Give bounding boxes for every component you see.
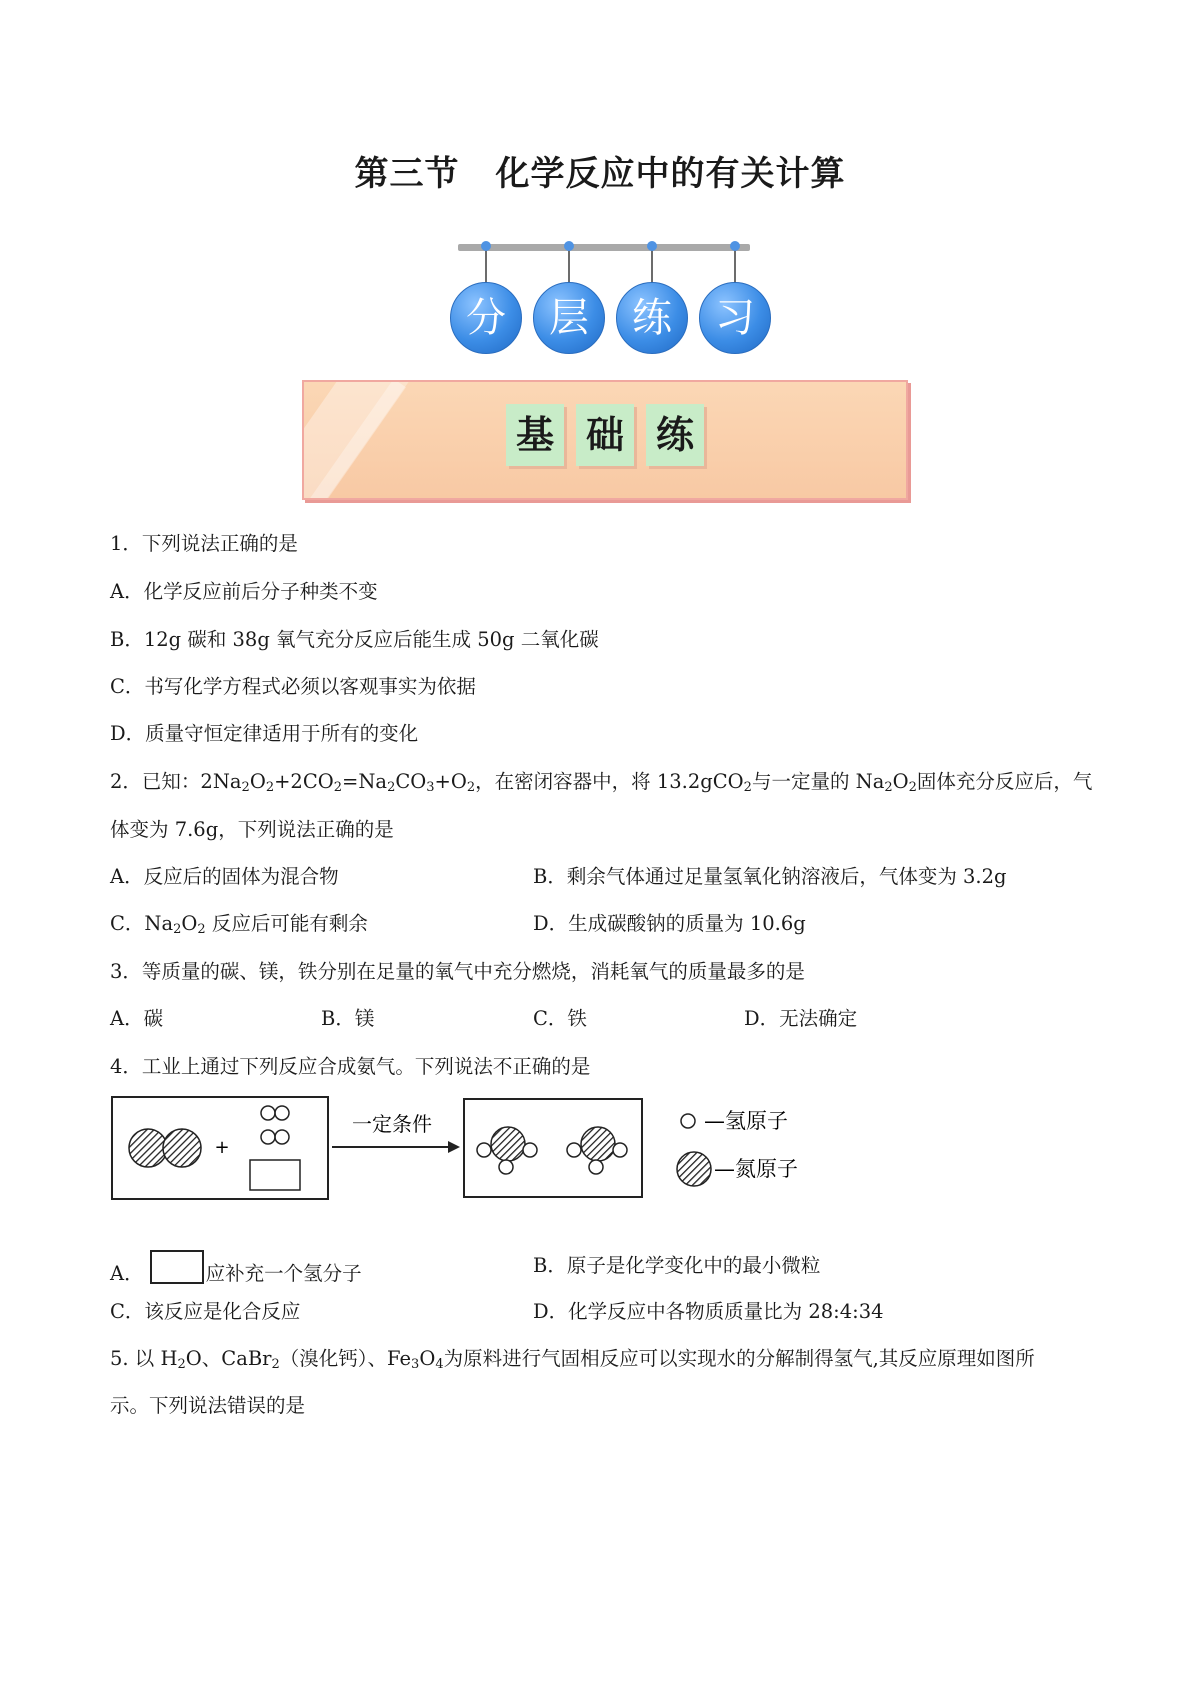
q4-option-b: B．原子是化学变化中的最小微粒 [533,1254,821,1277]
badge-1 [450,240,522,360]
legend-hydrogen-label: —氢原子 [704,1109,788,1133]
legend-hydrogen-symbol [681,1114,695,1128]
hydrogen-atom [261,1106,275,1120]
title-section: 第三节 [354,154,460,194]
reaction-condition: 一定条件 [352,1112,432,1136]
badge-4-char: 习 [699,282,771,354]
q1-option-b: B．12g 碳和 38g 氧气充分反应后能生成 50g 二氧化碳 [110,628,599,651]
q1-stem: 1．下列说法正确的是 [110,532,298,555]
blank-box-icon [150,1250,204,1284]
badge-3 [616,240,688,360]
q4-option-a: A． 应补充一个氢分子 [110,1250,362,1286]
q1-option-c: C．书写化学方程式必须以客观事实为依据 [110,675,476,698]
q4-stem: 4．工业上通过下列反应合成氨气。下列说法不正确的是 [110,1055,591,1078]
q5-stem-line2: 示。下列说法错误的是 [110,1394,306,1417]
hydrogen-atom [275,1130,289,1144]
q4-option-c: C．该反应是化合反应 [110,1300,301,1323]
q3-option-c: C．铁 [533,1007,587,1030]
q1-option-a: A．化学反应前后分子种类不变 [110,580,378,603]
q2-equation: $2Na_2O_2+2CO_2=Na_2CO_3+O_2$ [200,770,476,795]
nitrogen-atom-2 [163,1129,201,1167]
banner-char-1: 基 [506,404,564,466]
badge-3-char: 练 [616,282,688,354]
q5-stem-line1: 5. 以 $H_2O$、CaBr$_2$（溴化钙）、$Fe_3O_4$为原料进行气固相反应可以实现水的分解制得氢气,其反应原理如图所 [110,1347,1035,1372]
q3-option-d: D．无法确定 [744,1007,858,1030]
q4-option-d: D．化学反应中各物质质量比为 28:4:34 [533,1300,884,1323]
nitrogen-atom-1 [129,1129,167,1167]
reaction-arrowhead [448,1141,460,1153]
q2-stem-line1: 2．已知：$2Na_2O_2+2CO_2=Na_2CO_3+O_2$，在密闭容器中，将 13.2gCO$_2$与一定量的 $Na_2O_2$固体充分反应后，气 [110,770,1093,795]
title-topic: 化学反应中的有关计算 [495,154,846,194]
ammonia-molecule-1 [477,1127,537,1174]
q2-option-a: A．反应后的固体为混合物 [110,865,339,888]
q3-stem: 3．等质量的碳、镁，铁分别在足量的氧气中充分燃烧，消耗氧气的质量最多的是 [110,960,805,983]
q1-option-d: D．质量守恒定律适用于所有的变化 [110,722,419,745]
hydrogen-atom [275,1106,289,1120]
plus-sign: + [214,1137,230,1158]
q2-option-c: C．$Na_2O_2$ 反应后可能有剩余 [110,912,368,937]
banner-char-3: 练 [646,404,704,466]
legend-nitrogen-symbol [677,1152,711,1186]
ammonia-molecule-2 [567,1127,627,1174]
q2-option-b: B．剩余气体通过足量氢氧化钠溶液后，气体变为 3.2g [533,865,1007,888]
badge-2 [533,240,605,360]
badge-4 [699,240,771,360]
page-title [0,146,1200,195]
q3-option-a: A．碳 [110,1007,164,1030]
basic-practice-banner [302,380,908,500]
missing-molecule-box [250,1160,300,1190]
legend-nitrogen-label: —氮原子 [714,1157,798,1181]
q3-option-b: B．镁 [321,1007,375,1030]
layered-practice-badges [450,240,760,360]
q2-stem-line2: 体变为 7.6g，下列说法正确的是 [110,818,394,841]
hydrogen-atom [261,1130,275,1144]
badge-1-char: 分 [450,282,522,354]
ammonia-synthesis-diagram [110,1095,830,1210]
q2-option-d: D．生成碳酸钠的质量为 10.6g [533,912,806,935]
badge-2-char: 层 [533,282,605,354]
banner-char-2: 础 [576,404,634,466]
